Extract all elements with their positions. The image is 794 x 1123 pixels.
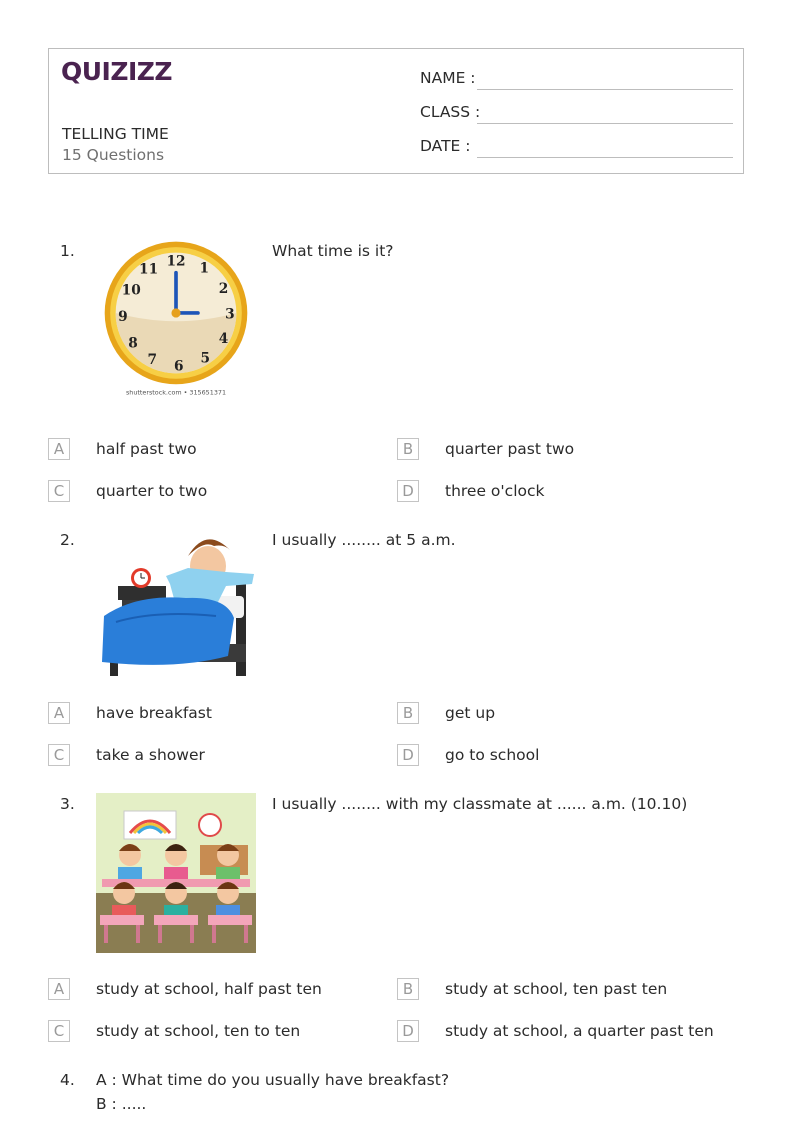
class-label: CLASS :: [420, 103, 481, 121]
svg-text:9: 9: [118, 309, 128, 326]
option-text[interactable]: quarter to two: [96, 482, 208, 500]
option-letter[interactable]: C: [48, 480, 70, 502]
classroom-image: [96, 793, 256, 953]
question-text: What time is it?: [272, 242, 394, 260]
option-letter[interactable]: D: [397, 480, 419, 502]
worksheet-header: [48, 48, 744, 174]
name-field[interactable]: [477, 89, 733, 90]
option-letter[interactable]: A: [48, 438, 70, 460]
option-text[interactable]: go to school: [445, 746, 540, 764]
svg-text:7: 7: [147, 352, 158, 369]
option-text[interactable]: study at school, ten to ten: [96, 1022, 301, 1040]
question-count: 15 Questions: [62, 146, 165, 164]
dialogue-line-b: B : .....: [96, 1095, 147, 1113]
svg-text:5: 5: [200, 350, 211, 367]
option-letter[interactable]: B: [397, 702, 419, 724]
svg-text:11: 11: [139, 261, 159, 278]
option-text[interactable]: get up: [445, 704, 496, 722]
option-letter[interactable]: A: [48, 702, 70, 724]
option-letter[interactable]: C: [48, 1020, 70, 1042]
svg-text:10: 10: [121, 282, 141, 299]
worksheet-title: TELLING TIME: [62, 125, 169, 143]
option-text[interactable]: take a shower: [96, 746, 205, 764]
option-text[interactable]: half past two: [96, 440, 197, 458]
option-text[interactable]: study at school, ten past ten: [445, 980, 668, 998]
option-text[interactable]: quarter past two: [445, 440, 575, 458]
question-text: I usually ........ at 5 a.m.: [272, 531, 456, 549]
question-number: 3.: [60, 795, 75, 813]
option-text[interactable]: study at school, half past ten: [96, 980, 322, 998]
option-letter[interactable]: D: [397, 1020, 419, 1042]
option-letter[interactable]: B: [397, 978, 419, 1000]
option-letter[interactable]: C: [48, 744, 70, 766]
svg-text:12: 12: [166, 253, 186, 270]
class-field[interactable]: [477, 123, 733, 124]
svg-text:8: 8: [128, 335, 138, 352]
svg-text:3: 3: [225, 306, 235, 323]
dialogue-line-a: A : What time do you usually have breakfast?: [96, 1071, 450, 1089]
option-text[interactable]: three o'clock: [445, 482, 545, 500]
date-label: DATE :: [420, 137, 471, 155]
option-text[interactable]: have breakfast: [96, 704, 212, 722]
image-caption: shutterstock.com • 315651371: [125, 388, 227, 397]
option-letter[interactable]: A: [48, 978, 70, 1000]
name-label: NAME :: [420, 69, 476, 87]
date-field[interactable]: [477, 157, 733, 158]
option-letter[interactable]: B: [397, 438, 419, 460]
option-text[interactable]: study at school, a quarter past ten: [445, 1022, 714, 1040]
svg-text:6: 6: [173, 358, 184, 375]
svg-text:4: 4: [218, 331, 229, 348]
svg-text:2: 2: [218, 280, 229, 297]
question-text: I usually ........ with my classmate at ...... a.m. (10.10): [272, 795, 688, 813]
option-letter[interactable]: D: [397, 744, 419, 766]
svg-text:1: 1: [199, 260, 210, 277]
quizizz-logo: QUIZIZZ: [61, 57, 173, 86]
question-number: 1.: [60, 242, 75, 260]
clock-image: [96, 238, 256, 398]
question-number: 2.: [60, 531, 75, 549]
boy-waking-up-image: [96, 526, 256, 686]
question-number: 4.: [60, 1071, 75, 1089]
